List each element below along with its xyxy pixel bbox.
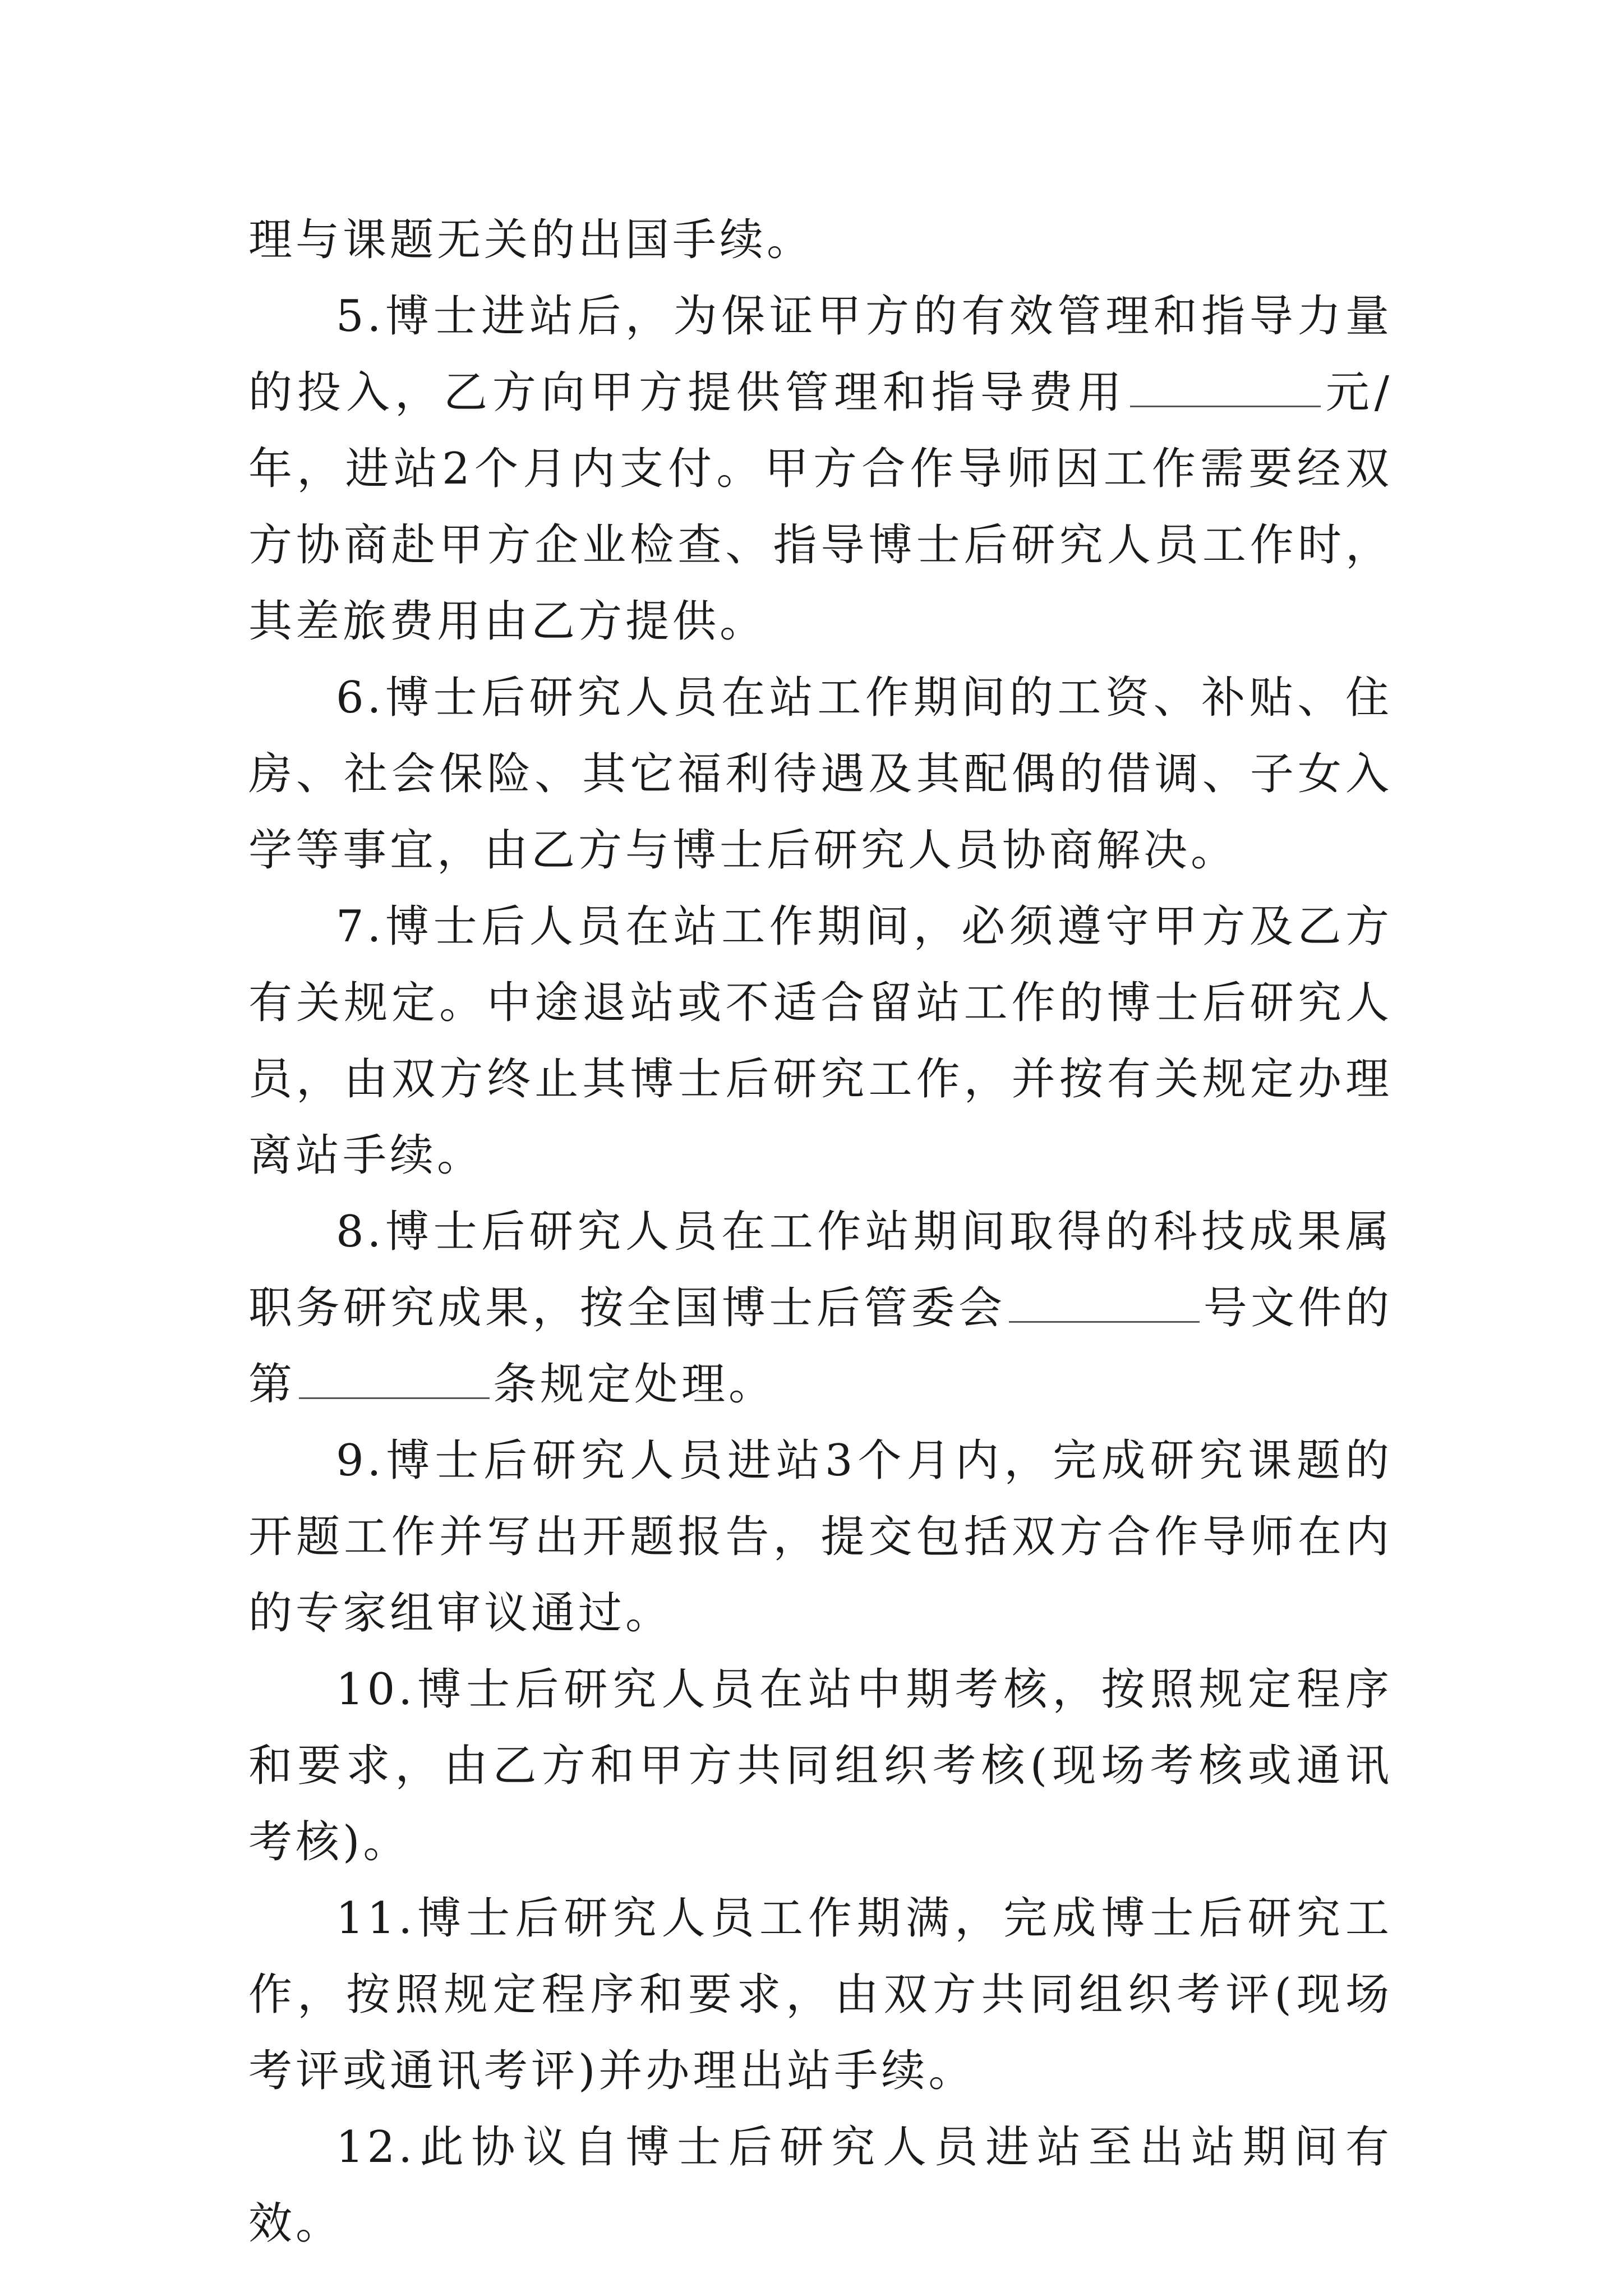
paragraph-clause-9 xyxy=(248,1423,1393,1651)
document-body xyxy=(248,202,1393,2262)
paragraph-text: 12.此协议自博士后研究人员进站至出站期间有效。 xyxy=(248,2122,1393,2249)
paragraph-clause-12 xyxy=(248,2109,1393,2262)
paragraph-text: 号文件的第 xyxy=(248,1283,1393,1410)
paragraph-text: 9.博士后研究人员进站3个月内，完成研究课题的开题工作并写出开题报告，提交包括双方合作导师在内的专家组审议通过。 xyxy=(248,1435,1393,1639)
paragraph-text: 10.博士后研究人员在站中期考核，按照规定程序和要求，由乙方和甲方共同组织考核(现场考核或通讯考核)。 xyxy=(248,1664,1393,1867)
paragraph-clause-8 xyxy=(248,1194,1393,1423)
fill-in-blank[interactable] xyxy=(1009,1320,1200,1323)
paragraph-clause-7 xyxy=(248,889,1393,1194)
paragraph-clause-6 xyxy=(248,660,1393,889)
paragraph-text: 7.博士后人员在站工作期间，必须遵守甲方及乙方有关规定。中途退站或不适合留站工作的博士后研究人员，由双方终止其博士后研究工作，并按有关规定办理离站手续。 xyxy=(248,901,1393,1181)
paragraph-text: 条规定处理。 xyxy=(493,1359,776,1410)
fill-in-blank[interactable] xyxy=(1130,405,1321,407)
paragraph-clause-10 xyxy=(248,1651,1393,1880)
paragraph-clause-11 xyxy=(248,1880,1393,2109)
paragraph-text: 理与课题无关的出国手续。 xyxy=(248,215,814,265)
paragraph-text: 元/年，进站2个月内支付。甲方合作导师因工作需要经双方协商赴甲方企业检查、指导博士后研究人员工作时，其差旅费用由乙方提供。 xyxy=(248,367,1393,647)
paragraph-text: 5.博士进站后，为保证甲方的有效管理和指导力量的投入，乙方向甲方提供管理和指导费用 xyxy=(248,291,1393,418)
paragraph-text: 6.博士后研究人员在站工作期间的工资、补贴、住房、社会保险、其它福利待遇及其配偶的借调、子女入学等事宜，由乙方与博士后研究人员协商解决。 xyxy=(248,673,1393,876)
paragraph-clause-5 xyxy=(248,278,1393,660)
paragraph-text: 11.博士后研究人员工作期满，完成博士后研究工作，按照规定程序和要求，由双方共同组织考评(现场考评或通讯考评)并办理出站手续。 xyxy=(248,1893,1393,2096)
fill-in-blank[interactable] xyxy=(299,1397,490,1399)
paragraph-text: 8.博士后研究人员在工作站期间取得的科技成果属职务研究成果，按全国博士后管委会 xyxy=(248,1207,1393,1333)
paragraph-continuation xyxy=(248,202,1393,278)
